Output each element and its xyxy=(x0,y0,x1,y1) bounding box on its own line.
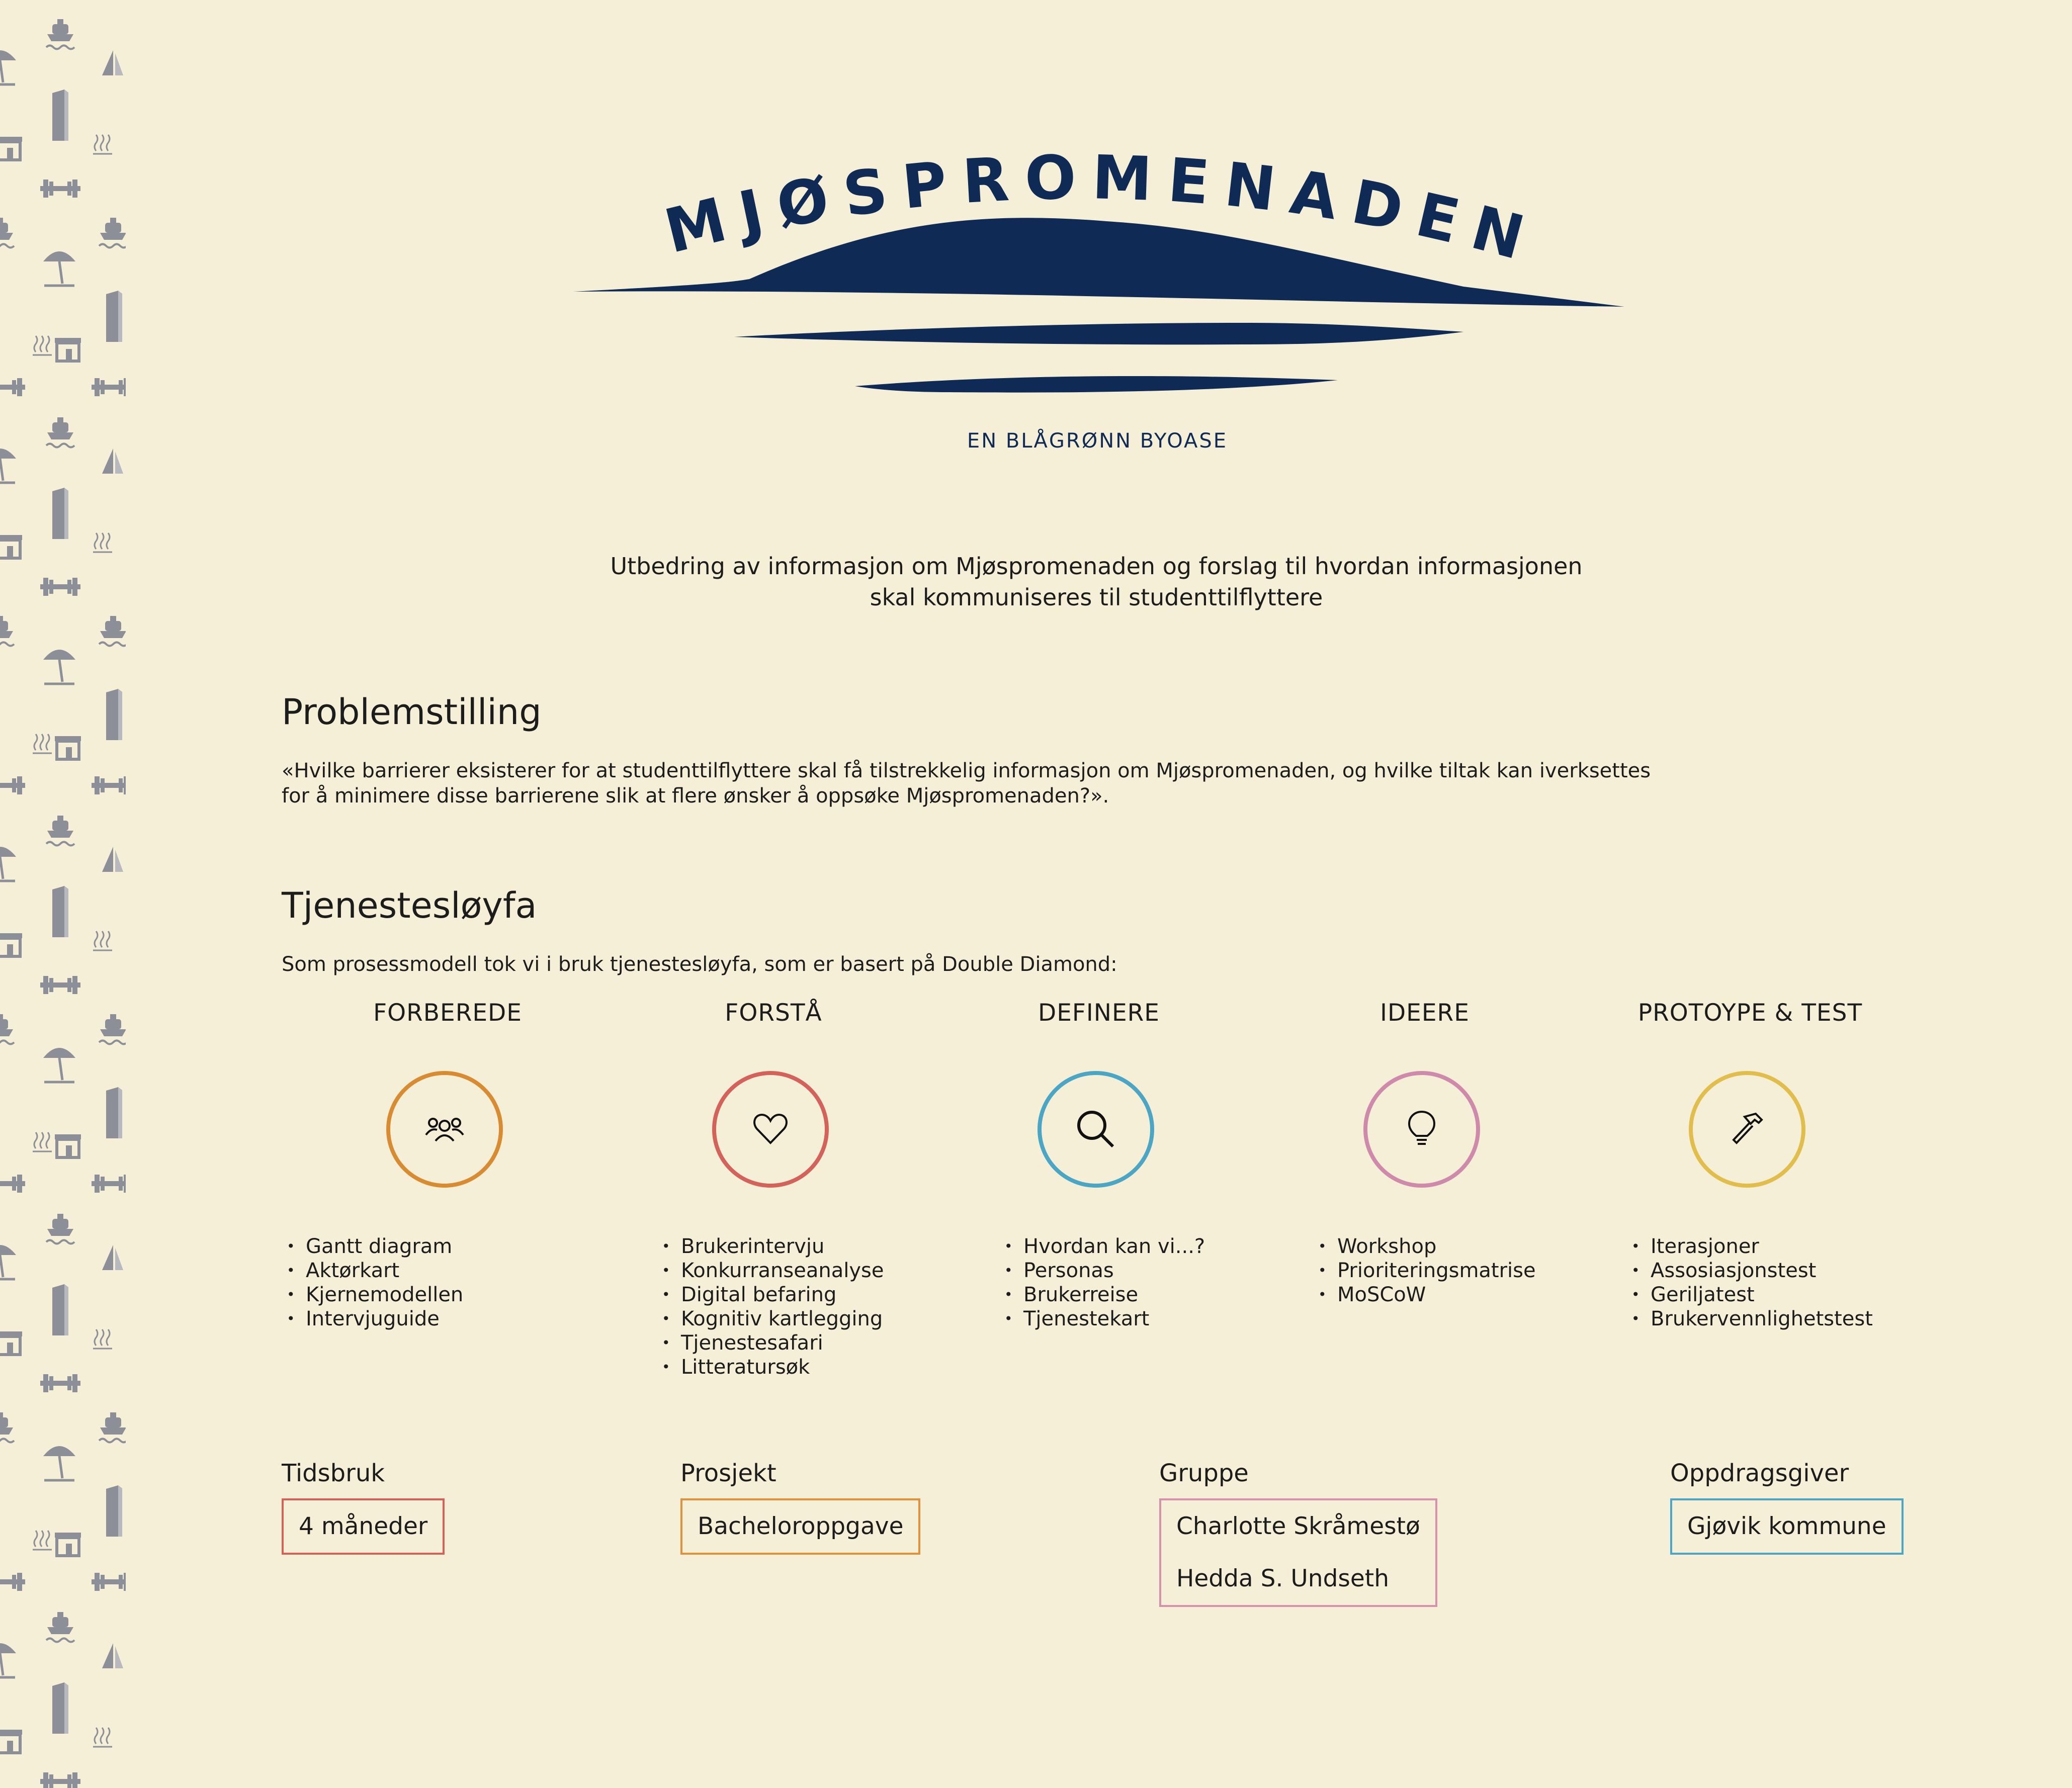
info-oppdragsgiver xyxy=(1670,1458,1904,1555)
phase-circle xyxy=(1038,1071,1154,1188)
phase-title: IDEERE xyxy=(1380,999,1470,1027)
info-value-box xyxy=(1670,1498,1904,1555)
heart-icon xyxy=(748,1107,793,1152)
phase-methods xyxy=(1004,1234,1205,1331)
phase-circle xyxy=(1363,1071,1480,1188)
phase-ideere xyxy=(1284,998,1566,1306)
info-value: Bacheloroppgave xyxy=(698,1512,904,1540)
phase-title: FORBEREDE xyxy=(373,999,522,1027)
info-label: Tidsbruk xyxy=(282,1459,385,1487)
method-item: • Hvordan kan vi...? xyxy=(1004,1234,1205,1259)
method-item: • Aktørkart xyxy=(287,1259,463,1283)
info-label: Oppdragsgiver xyxy=(1670,1459,1849,1487)
phase-title: FORSTÅ xyxy=(725,999,822,1027)
method-item: • Brukerreise xyxy=(1004,1283,1205,1307)
decorative-icon-pattern xyxy=(0,0,126,1788)
info-value-box xyxy=(680,1498,920,1555)
phase-circle xyxy=(712,1071,829,1188)
phase-methods xyxy=(1631,1234,1873,1331)
phase-forsta xyxy=(633,998,914,1379)
method-item: • Geriljatest xyxy=(1631,1283,1873,1307)
process-heading: Tjenestesløyfa xyxy=(282,885,537,926)
search-icon xyxy=(1071,1104,1121,1154)
method-item: • Assosiasjonstest xyxy=(1631,1259,1873,1283)
method-item: • Tjenestesafari xyxy=(662,1331,884,1355)
phase-methods xyxy=(287,1234,463,1331)
people-icon xyxy=(422,1107,467,1152)
method-item: • Digital befaring xyxy=(662,1283,884,1307)
phase-circle xyxy=(1689,1071,1805,1188)
logo-tagline: EN BLÅGRØNN BYOASE xyxy=(967,429,1228,453)
problem-line-1: «Hvilke barrierer eksisterer for at studenttilflyttere skal få tilstrekkelig informasjon om Mjøspromenaden, og hvilke tiltak kan iverksettes xyxy=(282,759,1651,782)
intro-text xyxy=(503,551,1690,613)
logo-wordmark: MJØSPROMENADEN xyxy=(658,151,1546,278)
method-item: • Workshop xyxy=(1318,1234,1536,1259)
logo-wave-1 xyxy=(734,323,1463,344)
intro-line-2: skal kommuniseres til studenttilflyttere xyxy=(870,584,1323,611)
method-item: • Gantt diagram xyxy=(287,1234,463,1259)
method-item: • Personas xyxy=(1004,1259,1205,1283)
process-intro: Som prosessmodell tok vi i bruk tjenestesløyfa, som er basert på Double Diamond: xyxy=(282,953,1117,976)
method-item: • Prioriteringsmatrise xyxy=(1318,1259,1536,1283)
method-item: • Intervjuguide xyxy=(287,1307,463,1331)
info-value: Gjøvik kommune xyxy=(1687,1512,1886,1540)
info-tidsbruk xyxy=(282,1458,445,1555)
intro-line-1: Utbedring av informasjon om Mjøspromenaden og forslag til hvordan informasjonen xyxy=(610,553,1583,580)
info-label: Gruppe xyxy=(1159,1459,1249,1487)
problem-line-2: for å minimere disse barrierene slik at flere ønsker å oppsøke Mjøspromenaden?». xyxy=(282,784,1109,808)
logo-wave-2 xyxy=(855,376,1338,393)
logo xyxy=(568,151,1624,473)
lightbulb-icon xyxy=(1399,1107,1444,1152)
info-value-box xyxy=(1159,1498,1437,1607)
method-item: • MoSCoW xyxy=(1318,1283,1536,1307)
method-item: • Kjernemodellen xyxy=(287,1283,463,1307)
phase-circle xyxy=(386,1071,503,1188)
info-value-box xyxy=(282,1498,445,1555)
info-gruppe xyxy=(1159,1458,1437,1607)
method-item: • Kognitiv kartlegging xyxy=(662,1307,884,1331)
phase-prototype-test xyxy=(1609,998,1891,1330)
hammer-icon xyxy=(1724,1107,1770,1152)
info-prosjekt xyxy=(680,1458,920,1555)
info-label: Prosjekt xyxy=(680,1459,776,1487)
info-value: Hedda S. Undseth xyxy=(1176,1565,1390,1592)
method-item: • Tjenestekart xyxy=(1004,1307,1205,1331)
phase-definere xyxy=(958,998,1240,1330)
method-item: • Brukerintervju xyxy=(662,1234,884,1259)
method-item: • Brukervennlighetstest xyxy=(1631,1307,1873,1331)
info-value: 4 måneder xyxy=(299,1512,428,1540)
method-item: • Konkurranseanalyse xyxy=(662,1259,884,1283)
phase-title: DEFINERE xyxy=(1038,999,1160,1027)
problem-text xyxy=(282,758,1680,809)
phase-forberede xyxy=(306,998,588,1330)
method-item: • Iterasjoner xyxy=(1631,1234,1873,1259)
method-item: • Litteratursøk xyxy=(662,1355,884,1379)
phase-methods xyxy=(1318,1234,1536,1307)
problem-heading: Problemstilling xyxy=(282,691,542,733)
phase-title: PROTOYPE & TEST xyxy=(1637,999,1863,1027)
phase-methods xyxy=(662,1234,884,1379)
info-value: Charlotte Skråmestø xyxy=(1176,1512,1420,1540)
